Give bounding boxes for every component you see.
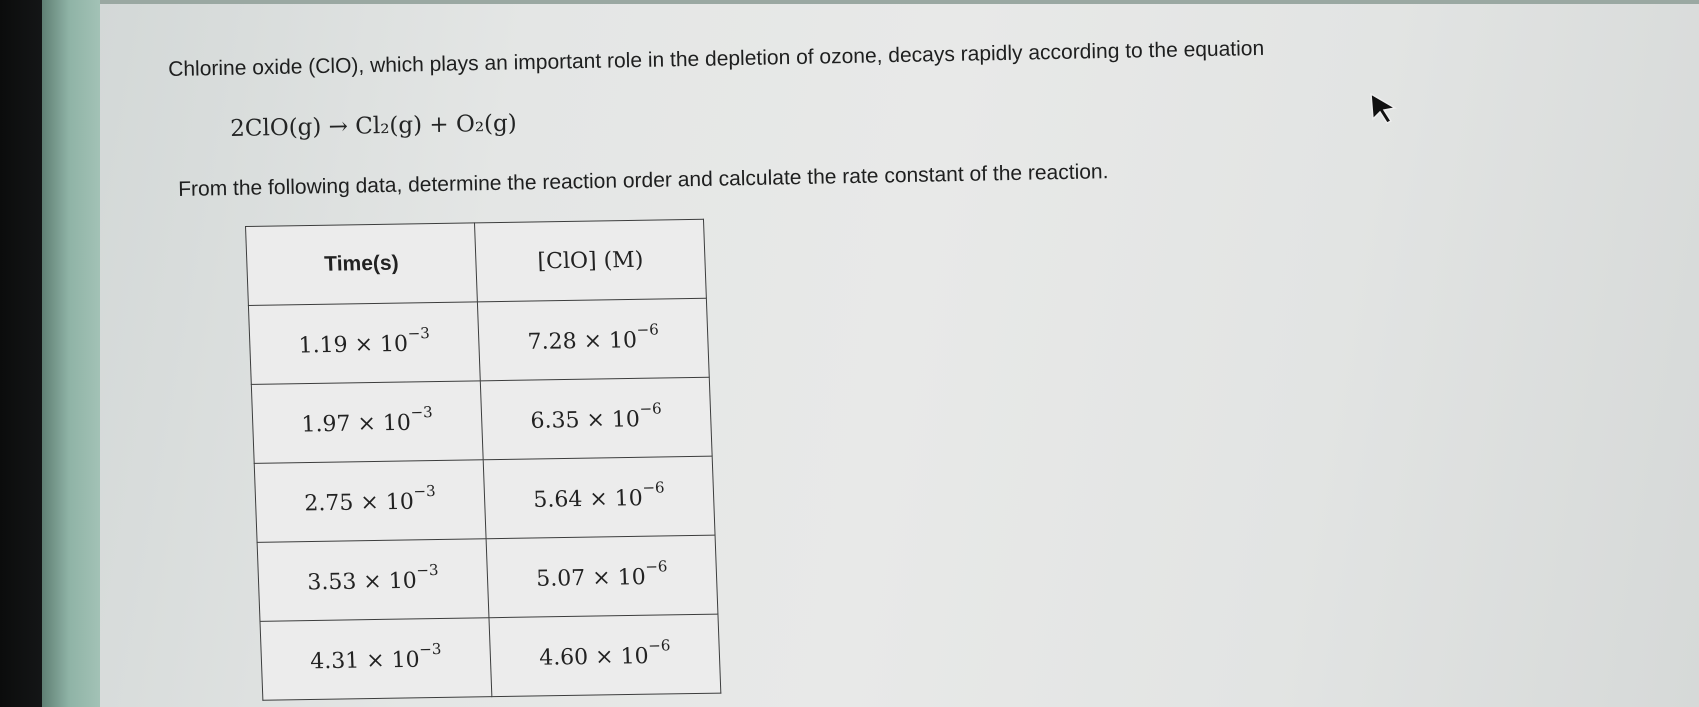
value-mantissa: 4.60 × 10 <box>538 643 650 671</box>
header-concentration: [ClO] (M) <box>474 219 706 302</box>
value-mantissa: 5.64 × 10 <box>532 485 644 513</box>
value-mantissa: 3.53 × 10 <box>306 568 418 596</box>
concentration-cell <box>483 456 715 539</box>
value-mantissa: 5.07 × 10 <box>535 564 647 592</box>
chemical-equation: 2ClO(g) → Cl₂(g) + O₂(g) <box>230 110 517 142</box>
table-row <box>254 456 715 542</box>
header-strip <box>100 0 1699 4</box>
value-exponent: −3 <box>418 639 442 659</box>
data-table-container <box>245 219 721 701</box>
value-mantissa: 1.97 × 10 <box>301 410 412 438</box>
value-mantissa: 4.31 × 10 <box>309 647 421 675</box>
concentration-cell <box>480 377 712 460</box>
table-row <box>260 614 721 700</box>
value-mantissa: 7.28 × 10 <box>527 328 638 355</box>
data-table <box>245 219 721 701</box>
value-exponent: −3 <box>410 402 433 422</box>
value-exponent: −3 <box>416 560 439 580</box>
value-exponent: −3 <box>407 323 431 343</box>
concentration-cell <box>486 535 718 618</box>
time-cell <box>254 460 486 543</box>
table-row <box>257 535 718 621</box>
time-cell <box>248 302 480 385</box>
value-mantissa: 2.75 × 10 <box>303 489 415 517</box>
table-row <box>248 298 709 384</box>
value-mantissa: 1.19 × 10 <box>298 331 409 359</box>
time-cell <box>257 539 489 622</box>
problem-question: From the following data, determine the reaction order and calculate the rate constant of the reaction. <box>178 160 1109 201</box>
header-time: Time(s) <box>246 223 478 306</box>
concentration-cell <box>477 298 709 381</box>
value-exponent: −3 <box>413 481 436 501</box>
value-mantissa: 6.35 × 10 <box>530 406 641 434</box>
time-cell <box>260 618 492 701</box>
table-row <box>251 377 712 463</box>
table-header-row <box>246 219 707 305</box>
value-exponent: −6 <box>639 399 662 418</box>
value-exponent: −6 <box>642 478 665 497</box>
value-exponent: −6 <box>636 320 660 339</box>
time-cell <box>251 381 483 464</box>
concentration-cell <box>489 614 721 697</box>
value-exponent: −6 <box>647 636 671 655</box>
problem-intro: Chlorine oxide (ClO), which plays an important role in the depletion of ozone, decays rapidly according to the equation <box>168 36 1265 81</box>
value-exponent: −6 <box>644 557 668 576</box>
